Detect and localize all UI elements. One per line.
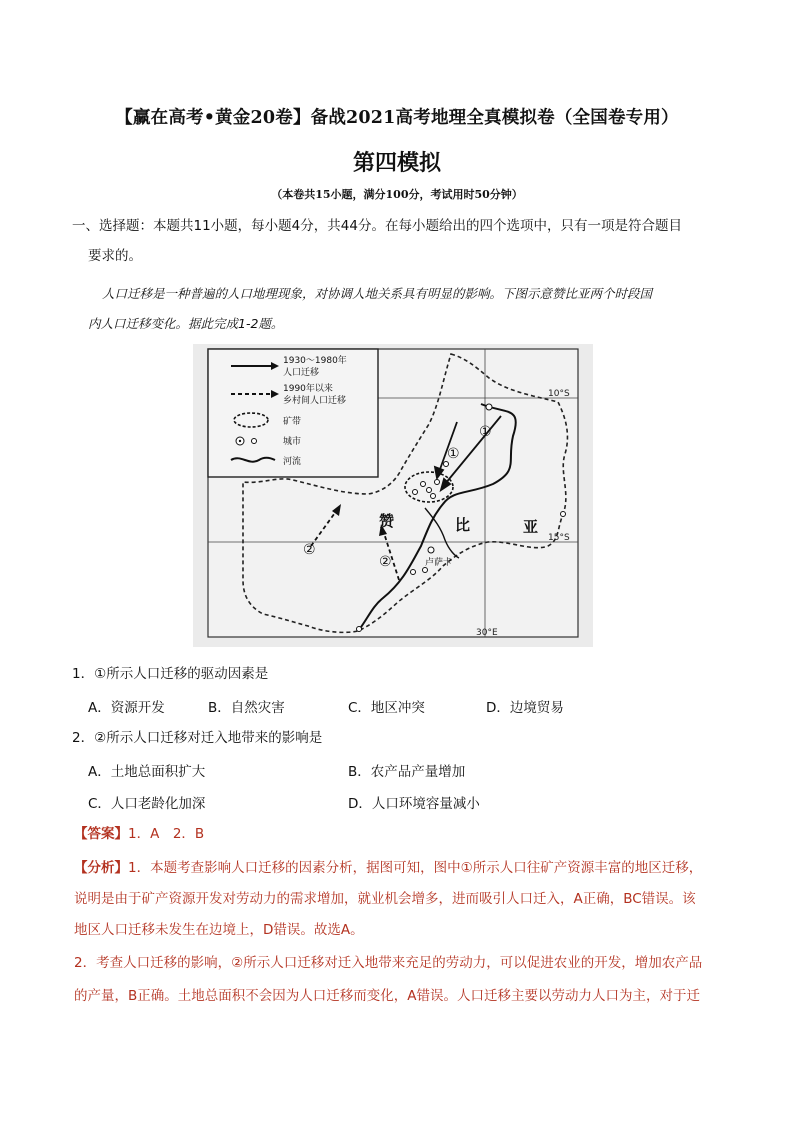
q2-option-b[interactable]: B．农产品产量增加: [348, 764, 466, 780]
arrow-label-1a: ①: [447, 446, 460, 462]
analysis-line-4: 2．考查人口迁移的影响，②所示人口迁移对迁入地带来充足的劳动力，可以促进农业的开发，增加农产品: [74, 955, 703, 971]
q2-option-a[interactable]: A．土地总面积扩大: [88, 764, 206, 780]
arrow-label-2a: ②: [303, 542, 316, 558]
city-label-lusaka: 卢萨卡: [425, 558, 453, 568]
country-char-2: 比: [455, 516, 471, 534]
q2-option-c[interactable]: C．人口老龄化加深: [88, 796, 206, 812]
legend-item2-line1: 1990年以来: [283, 384, 333, 394]
answer-text: 1．A 2．B: [128, 826, 205, 842]
legend-item2-line2: 乡村间人口迁移: [283, 396, 347, 406]
question-1-stem: 1．①所示人口迁移的驱动因素是: [72, 666, 269, 682]
analysis-line-2: 说明是由于矿产资源开发对劳动力的需求增加，就业机会增多，进而吸引人口迁入，A正确，BC错误。该: [74, 891, 696, 907]
zambia-migration-map: [193, 344, 593, 647]
exam-note: （本卷共15小题，满分100分，考试用时50分钟）: [271, 188, 523, 201]
analysis-text-1: 1．本题考查影响人口迁移的因素分析，据图可知，图中①所示人口往矿产资源丰富的地区迁移，: [128, 860, 703, 876]
page-title: 【赢在高考•黄金20卷】备战2021高考地理全真模拟卷（全国卷专用）: [115, 108, 679, 128]
city-marker: [444, 462, 449, 467]
question-2-stem: 2．②所示人口迁移对迁入地带来的影响是: [72, 730, 323, 746]
q2-option-d[interactable]: D．人口环境容量减小: [348, 796, 480, 812]
legend-item1-line2: 人口迁移: [283, 368, 320, 378]
city-marker: [411, 570, 416, 575]
country-char-3: 亚: [523, 518, 539, 536]
intro-line2: 内人口迁移变化。据此完成1-2题。: [88, 316, 284, 331]
country-char-1: 赞: [379, 512, 395, 530]
legend-item3: 矿带: [283, 417, 302, 427]
lon-label-30e: 30°E: [476, 628, 498, 638]
city-marker: [427, 488, 432, 493]
city-marker: [435, 480, 440, 485]
lat-label-15s: 15°S: [548, 533, 570, 543]
lat-label-10s: 10°S: [548, 389, 570, 399]
city-marker: [486, 404, 492, 410]
answer-label: 【答案】: [74, 826, 128, 842]
analysis-label: 【分析】: [74, 860, 128, 876]
legend-item5: 河流: [283, 457, 302, 467]
legend-city-symbol-small: [252, 439, 257, 444]
q1-option-c[interactable]: C．地区冲突: [348, 700, 425, 716]
city-marker: [561, 512, 566, 517]
analysis-line-1: [74, 856, 702, 876]
section-heading-line2: 要求的。: [88, 248, 142, 264]
intro-line1: 人口迁移是一种普遍的人口地理现象，对协调人地关系具有明显的影响。下图示意赞比亚两个时段国: [102, 286, 653, 301]
page-subtitle: 第四模拟: [352, 150, 441, 176]
analysis-line-5: 的产量，B正确。土地总面积不会因为人口迁移而变化，A错误。人口迁移主要以劳动力人口为主，对于迁: [74, 988, 700, 1004]
city-lusaka-marker: [428, 547, 434, 553]
legend-item4: 城市: [283, 437, 302, 447]
section-heading-line1: 一、选择题：本题共11小题，每小题4分，共44分。在每小题给出的四个选项中，只有一项是符合题目: [72, 218, 682, 234]
arrow-label-2b: ②: [379, 554, 392, 570]
city-marker: [413, 490, 418, 495]
arrow-label-1b: ①: [479, 424, 492, 440]
q1-option-d[interactable]: D．边境贸易: [486, 700, 564, 716]
answer-row: [74, 822, 204, 842]
city-marker: [357, 627, 362, 632]
q1-option-b[interactable]: B．自然灾害: [208, 700, 285, 716]
q1-option-a[interactable]: A．资源开发: [88, 700, 165, 716]
legend-item1-line1: 1930～1980年: [283, 356, 347, 366]
city-marker: [423, 568, 428, 573]
city-marker: [421, 482, 426, 487]
city-marker: [431, 494, 436, 499]
analysis-line-3: 地区人口迁移未发生在边境上，D错误。故选A。: [74, 922, 364, 938]
